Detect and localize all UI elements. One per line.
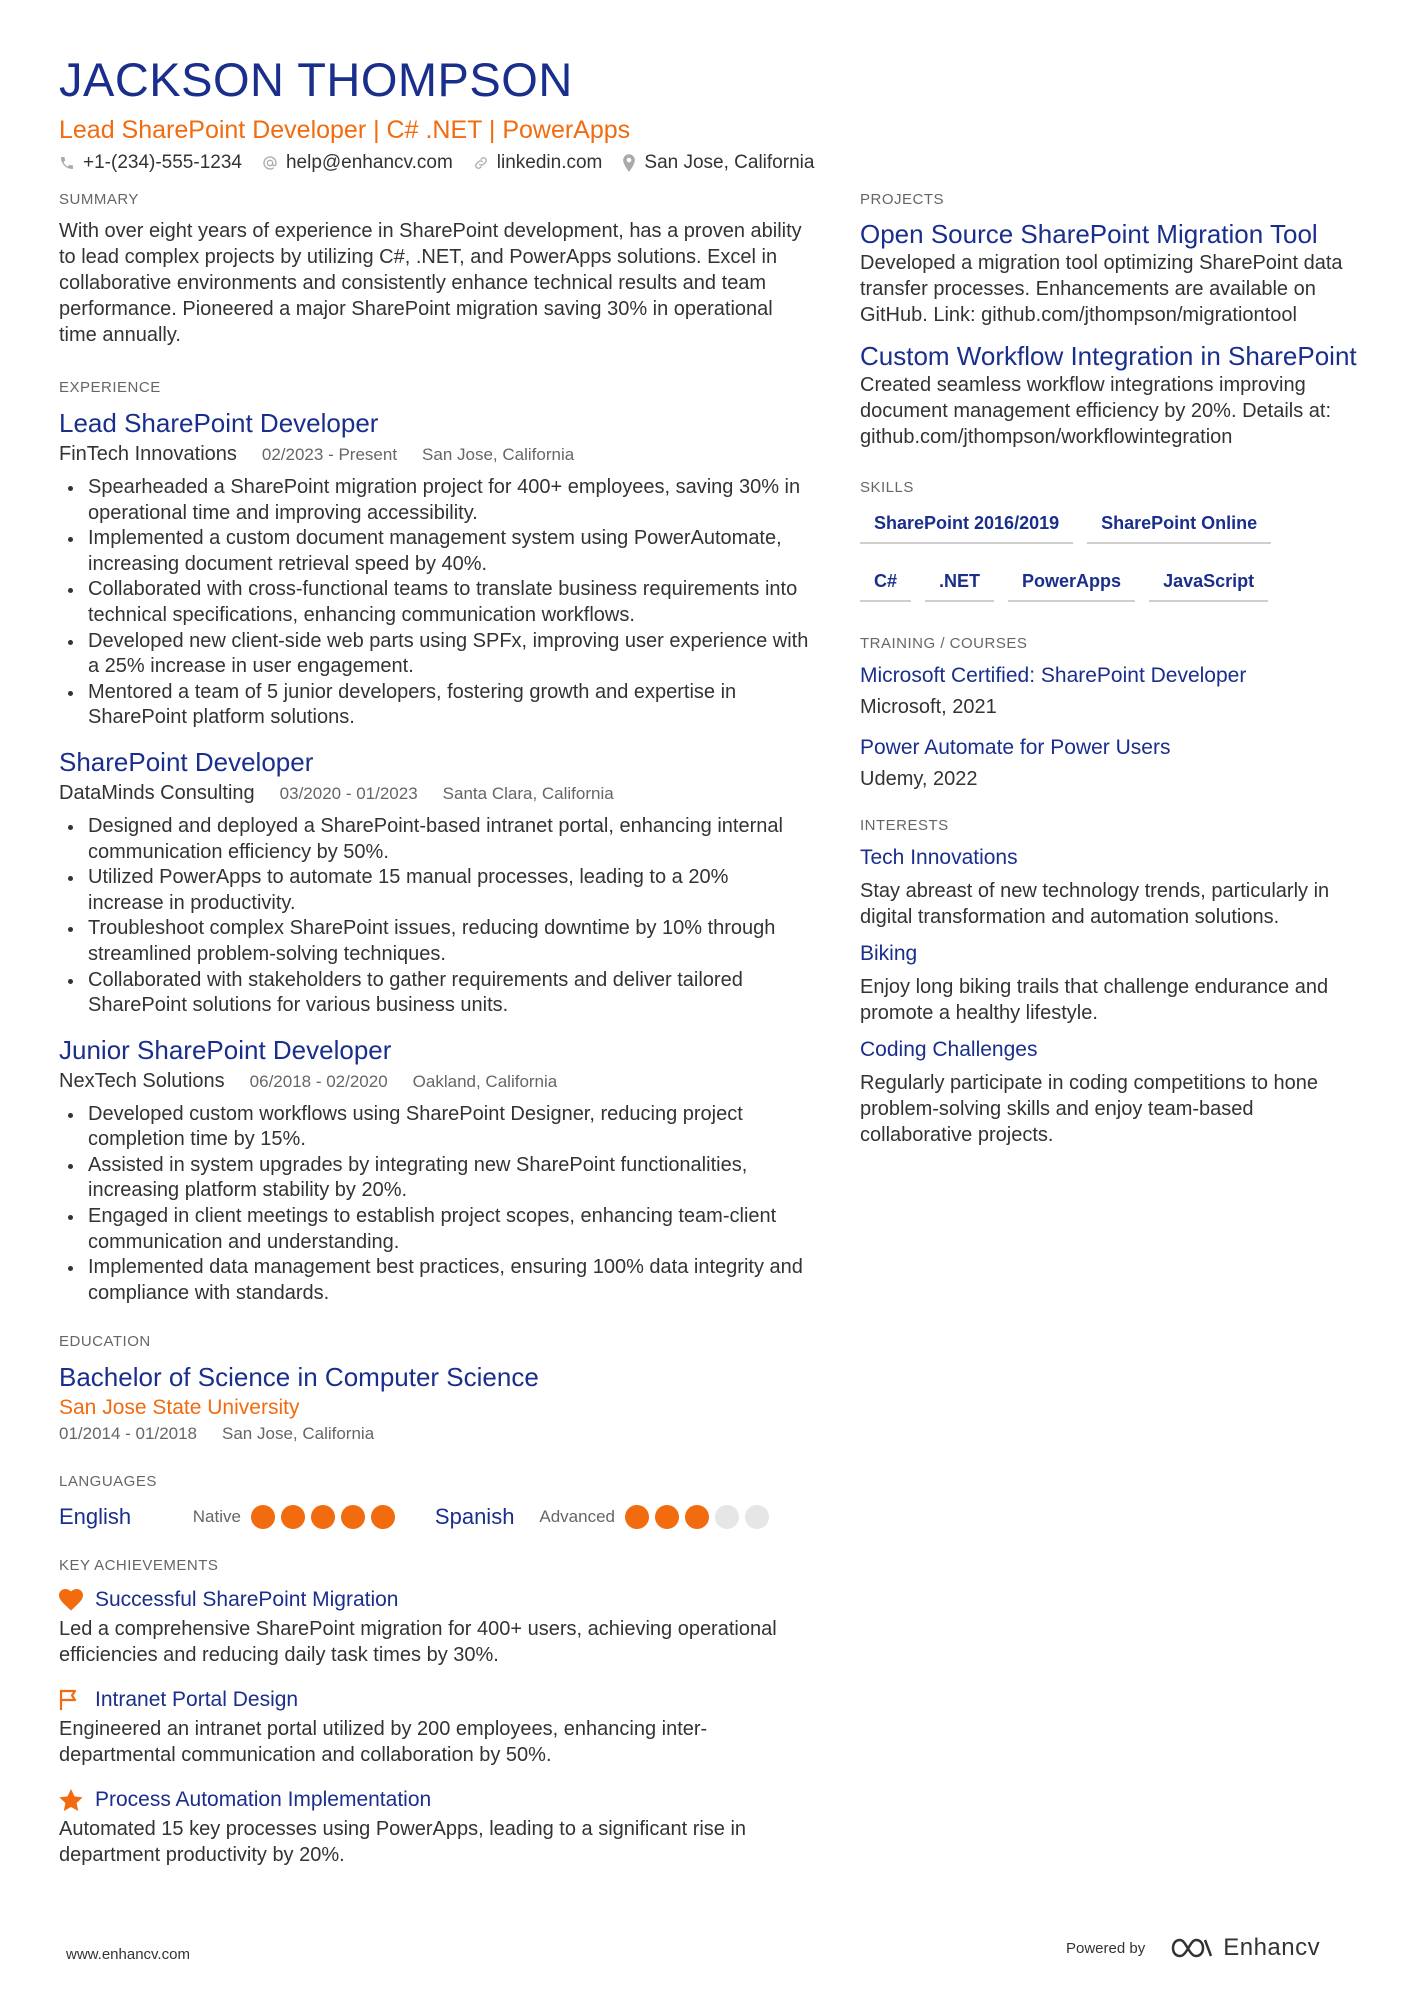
link-icon: [473, 155, 489, 171]
projects-heading: PROJECTS: [860, 191, 945, 208]
achievement-item: [59, 1684, 809, 1768]
skills-section: [860, 478, 1360, 622]
linkedin-text: linkedin.com: [496, 152, 603, 173]
languages-row: [59, 1500, 809, 1534]
interest-text: Enjoy long biking trails that challenge endurance and promote a healthy lifestyle.: [860, 976, 1329, 1024]
job-bullets: [59, 475, 809, 731]
achievement-item: [59, 1784, 809, 1868]
job-meta: [59, 440, 809, 469]
achievement-text: Led a comprehensive SharePoint migration for 400+ users, achieving operational efficiencies and reducing daily task times by 30%.: [59, 1618, 777, 1667]
bullet-item: Designed and deployed a SharePoint-based intranet portal, enhancing internal communication efficiency by 50%.: [59, 814, 809, 865]
job-entry: [59, 745, 809, 1019]
skill-tag: SharePoint Online: [1087, 506, 1271, 544]
skill-tag: SharePoint 2016/2019: [860, 506, 1073, 544]
enhancv-logo-icon: [1169, 1936, 1215, 1960]
project-item: [860, 218, 1360, 328]
course-item: [860, 662, 1360, 722]
phone-icon: [59, 155, 75, 171]
job-title: SharePoint Developer: [59, 746, 314, 777]
course-title: Power Automate for Power Users: [860, 736, 1171, 759]
job-bullets: [59, 1102, 809, 1307]
brand-name: Enhancv: [1223, 1934, 1321, 1961]
job-entry: [59, 406, 809, 731]
projects-section: [860, 190, 1360, 450]
interest-item: [860, 940, 1360, 1026]
bullet-item: Implemented data management best practices, ensuring 100% data integrity and compliance with standards.: [59, 1255, 809, 1306]
flag-icon: [59, 1689, 83, 1711]
left-column: [59, 190, 809, 1884]
location-pin-icon: [622, 154, 636, 172]
bullet-item: Troubleshoot complex SharePoint issues, reducing downtime by 10% through streamlined problem-solving techniques.: [59, 916, 809, 967]
right-column: [860, 190, 1360, 1148]
bullet-item: Spearheaded a SharePoint migration project for 400+ employees, saving 30% in operational time and improving accessibility.: [59, 475, 809, 526]
location-text: San Jose, California: [644, 152, 815, 173]
interests-section: [860, 816, 1360, 1148]
education-dates: 01/2014 - 01/2018: [59, 1424, 198, 1444]
rating-dot-filled: [625, 1505, 649, 1529]
education-meta: [59, 1422, 809, 1446]
experience-section: [59, 378, 809, 1306]
phone-text: +1-(234)-555-1234: [83, 152, 242, 173]
summary-text: With over eight years of experience in SharePoint development, has a proven ability to lead complex projects by utilizing C#, .NET, and PowerApps solutions. Excel in collaborative environments and consistently enhance technical results and team performance. Pioneered a major SharePoint migration saving 30% in operational time annually.: [59, 220, 802, 346]
rating-dot-filled: [371, 1505, 395, 1529]
course-provider: Microsoft, 2021: [860, 696, 997, 718]
language-rating: [625, 1505, 775, 1529]
bullet-item: Collaborated with cross-functional teams to translate business requirements into technical specifications, enhancing communication workflows.: [59, 577, 809, 628]
rating-dot-filled: [251, 1505, 275, 1529]
candidate-name: JACKSON THOMPSON: [59, 53, 573, 106]
contact-phone[interactable]: [59, 152, 242, 174]
job-bullets: [59, 814, 809, 1019]
skills-heading: SKILLS: [860, 479, 914, 496]
bullet-item: Developed new client-side web parts using SPFx, improving user experience with a 25% increase in user engagement.: [59, 629, 809, 680]
achievement-title: Process Automation Implementation: [95, 1788, 432, 1812]
bullet-item: Utilized PowerApps to automate 15 manual processes, leading to a 20% increase in productivity.: [59, 865, 809, 916]
language-level: Advanced: [539, 1507, 615, 1527]
project-title: Custom Workflow Integration in SharePoint: [860, 341, 1357, 371]
contact-linkedin[interactable]: [473, 152, 603, 174]
bullet-item: Mentored a team of 5 junior developers, fostering growth and expertise in SharePoint platform solutions.: [59, 680, 809, 731]
skill-tag: PowerApps: [1008, 564, 1135, 602]
job-company: NexTech Solutions: [59, 1069, 225, 1092]
interest-title: Biking: [860, 942, 918, 965]
heart-icon: [59, 1589, 83, 1611]
footer-website[interactable]: www.enhancv.com: [66, 1946, 190, 1963]
rating-dot-empty: [745, 1505, 769, 1529]
interests-heading: INTERESTS: [860, 817, 949, 834]
interest-text: Regularly participate in coding competitions to hone problem-solving skills and enjoy team-based collaborative projects.: [860, 1072, 1319, 1146]
email-text: help@enhancv.com: [285, 152, 453, 173]
contact-location: [622, 152, 814, 174]
bullet-item: Developed custom workflows using SharePoint Designer, reducing project completion time by 15%.: [59, 1102, 809, 1153]
interest-item: [860, 844, 1360, 930]
achievement-text: Automated 15 key processes using PowerApps, leading to a significant rise in department productivity by 20%.: [59, 1818, 747, 1867]
project-text: Created seamless workflow integrations improving document management efficiency by 20%. Details at: github.com/jthompson/workflowintegration: [860, 374, 1331, 448]
rating-dot-filled: [341, 1505, 365, 1529]
job-meta: [59, 779, 809, 808]
training-heading: TRAINING / COURSES: [860, 635, 1028, 652]
summary-section: [59, 190, 809, 348]
training-section: [860, 634, 1360, 794]
rating-dot-filled: [311, 1505, 335, 1529]
job-dates: 06/2018 - 02/2020: [249, 1071, 388, 1091]
job-company: FinTech Innovations: [59, 443, 237, 465]
achievement-title: Intranet Portal Design: [95, 1688, 299, 1712]
experience-heading: EXPERIENCE: [59, 379, 161, 396]
education-school: San Jose State University: [59, 1396, 300, 1420]
rating-dot-empty: [715, 1505, 739, 1529]
job-dates: 03/2020 - 01/2023: [279, 783, 418, 803]
achievements-heading: KEY ACHIEVEMENTS: [59, 1557, 219, 1575]
rating-dot-filled: [655, 1505, 679, 1529]
bullet-item: Engaged in client meetings to establish project scopes, enhancing team-client communication and understanding.: [59, 1204, 809, 1255]
interest-title: Tech Innovations: [860, 846, 1018, 869]
skills-list: [860, 506, 1340, 622]
powered-by-text: Powered by: [1066, 1939, 1146, 1957]
bullet-item: Implemented a custom document management system using PowerAutomate, increasing document retrieval speed by 40%.: [59, 526, 809, 577]
course-title: Microsoft Certified: SharePoint Developer: [860, 664, 1247, 687]
project-title: Open Source SharePoint Migration Tool: [860, 219, 1318, 249]
course-provider: Udemy, 2022: [860, 768, 978, 790]
achievement-item: [59, 1584, 809, 1668]
interest-item: [860, 1036, 1360, 1148]
project-item: [860, 340, 1360, 450]
education-heading: EDUCATION: [59, 1333, 151, 1351]
language-rating: [251, 1505, 401, 1529]
skill-tag: .NET: [925, 564, 994, 602]
language-level: Native: [192, 1507, 241, 1527]
summary-heading: SUMMARY: [59, 191, 139, 208]
bullet-item: Collaborated with stakeholders to gather requirements and deliver tailored SharePoint solutions for various business units.: [59, 968, 809, 1019]
skill-tag: C#: [860, 564, 911, 602]
bullet-item: Assisted in system upgrades by integrating new SharePoint functionalities, increasing platform stability by 20%.: [59, 1153, 809, 1204]
education-location: San Jose, California: [222, 1424, 375, 1444]
languages-section: [59, 1472, 809, 1534]
language-name: Spanish: [434, 1504, 515, 1530]
at-icon: [262, 155, 278, 171]
job-location: Oakland, California: [412, 1071, 558, 1091]
job-company: DataMinds Consulting: [59, 781, 255, 804]
job-entry: [59, 1033, 809, 1307]
skill-tag: JavaScript: [1149, 564, 1268, 602]
job-meta: [59, 1067, 809, 1096]
rating-dot-filled: [281, 1505, 305, 1529]
rating-dot-filled: [685, 1505, 709, 1529]
achievement-header: [59, 1784, 809, 1816]
job-location: Santa Clara, California: [442, 783, 614, 803]
achievements-section: [59, 1556, 809, 1868]
resume-header: [59, 52, 1359, 174]
achievement-header: [59, 1584, 809, 1616]
achievement-title: Successful SharePoint Migration: [95, 1588, 399, 1612]
candidate-title: Lead SharePoint Developer | C# .NET | PowerApps: [59, 116, 631, 144]
footer-branding[interactable]: [1066, 1934, 1320, 1962]
job-location: San Jose, California: [422, 445, 575, 464]
project-text: Developed a migration tool optimizing SharePoint data transfer processes. Enhancements are available on GitHub. Link: github.com/jthompson/migrationtool: [860, 252, 1343, 326]
interest-text: Stay abreast of new technology trends, particularly in digital transformation and automation solutions.: [860, 880, 1330, 928]
job-title: Junior SharePoint Developer: [59, 1034, 392, 1065]
contact-bar: [59, 152, 1359, 174]
languages-heading: LANGUAGES: [59, 1473, 157, 1491]
education-degree: Bachelor of Science in Computer Science: [59, 1362, 539, 1393]
star-icon: [59, 1789, 83, 1812]
achievement-text: Engineered an intranet portal utilized by 200 employees, enhancing inter-departmental communication and collaboration by 50%.: [59, 1718, 708, 1767]
achievement-header: [59, 1684, 809, 1716]
course-item: [860, 734, 1360, 794]
education-section: [59, 1332, 809, 1446]
job-title: Lead SharePoint Developer: [59, 408, 379, 438]
job-dates: 02/2023 - Present: [261, 445, 398, 464]
language-name: English: [59, 1504, 132, 1530]
contact-email[interactable]: [262, 152, 453, 174]
interest-title: Coding Challenges: [860, 1038, 1038, 1061]
